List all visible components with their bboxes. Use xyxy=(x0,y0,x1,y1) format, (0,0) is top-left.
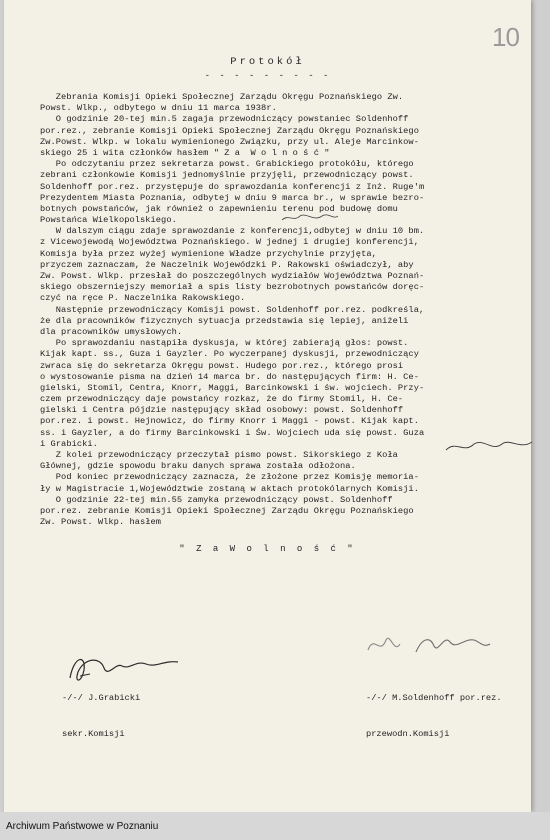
body-line: dla pracowników umysłowych. xyxy=(40,326,183,337)
signature-block-chairman xyxy=(366,668,502,764)
body-line: o wystosowanie pisma na dzień 14 marca br. do następujących firm: H. Ce- xyxy=(40,371,419,382)
body-line: gielski, Stomil, Centra, Knorr, Maggi, Barcinkowski i św. wojciech. Przy- xyxy=(40,382,425,393)
body-line: Soldenhoff por.rez. przystępuje do sprawozdania konferencji z Inż. Ruge'm xyxy=(40,181,425,192)
body-line: Prezydentem Miasta Poznania, odbytej w dniu 9 marca br., w sprawie bezro- xyxy=(40,192,425,203)
body-line: Kijak kapt. ss., Guza i Gayzler. Po wyczerpanej dyskusji, przewodniczący xyxy=(40,349,419,360)
body-line: Powst. Wlkp., odbytego w dniu 11 marca 1938r. xyxy=(40,103,277,114)
handwritten-note-margin xyxy=(444,436,534,456)
body-line: O godzinie 22-tej min.55 zamyka przewodniczący powst. Soldenhoff xyxy=(40,494,393,505)
body-line: zwraca się do sekretarza Okręgu powst. Hudego por.rez., którego prosi xyxy=(40,360,404,371)
body-line: O godzinie 20-tej min.5 zagaja przewodniczący powstaniec Soldenhoff xyxy=(40,114,409,125)
page-number: 10 xyxy=(492,22,519,52)
body-line: Komisja była przez wyżej wymienione Władze przychylnie przyjęta, xyxy=(40,248,377,259)
body-line: Głównej, gdzie spowodu braku danych sprawa została odłożona. xyxy=(40,461,356,472)
body-line: Z kolei przewodniczący przeczytał pismo powst. Sikorskiego z Koła xyxy=(40,450,398,460)
document-title: Protokół xyxy=(230,56,305,68)
body-line: Zebrania Komisji Opieki Społecznej Zarządu Okręgu Poznańskiego Zw. xyxy=(40,92,404,102)
body-line: czyć na ręce P. Naczelnika Rakowskiego. xyxy=(40,293,246,304)
body-line: z Vicewojewodą Województwa Poznańskiego. W jednej i drugiej konferencji, xyxy=(40,237,419,248)
body-line: zebrani członkowie Komisji jednomyślnie przyjęli, przewodniczący powst. xyxy=(40,170,414,181)
body-line: Powstańca Wielkopolskiego. xyxy=(40,215,177,226)
body-line: botnych powstańców, jak również o zapewnieniu terenu pod budowę domu xyxy=(40,203,398,214)
body-line: por.rez., zebranie Komisji Opieki Społecznej Zarządu Okręgu Poznańskiego xyxy=(40,125,419,136)
body-line: ły w Magistracie 1,Województwie zostaną w aktach protokólarnych Komisji. xyxy=(40,483,419,494)
document-body xyxy=(40,92,520,528)
signature-right-name: -/-/ M.Soldenhoff por.rez. xyxy=(366,693,502,703)
closing-motto: " Z a W o l n o ś ć " xyxy=(179,544,356,554)
body-line: Następnie przewodniczący Komisji powst. Soldenhoff por.rez. podkreśla, xyxy=(40,304,425,315)
body-line: Pod koniec przewodniczący zaznacza, że złożone przez Komisję memoria- xyxy=(40,472,419,483)
archive-name: Archiwum Państwowe w Poznaniu xyxy=(6,821,159,832)
archive-footer xyxy=(0,812,550,840)
body-line: skiego obszerniejszy memoriał a spis listy bezrobotnych powstańców doręc- xyxy=(40,282,425,293)
body-line: że dla pracowników fizycznych sytuacja przedstawia się lepiej, aniżeli xyxy=(40,315,409,326)
body-line: Po sprawozdaniu nastąpiła dyskusja, w której zabierają głos: powst. xyxy=(40,338,409,349)
body-line: Zw.Powst. Wlkp. w lokalu wymienionego Związku, przy ul. Aleje Marcinkow- xyxy=(40,136,419,147)
body-line: skiego 25 i wita członków hasłem " Z a W o l n o ś ć " xyxy=(40,147,330,158)
body-line: Zw. Powst. Wlkp. hasłem xyxy=(40,517,162,528)
body-line: ss. i Gayzler, a do firmy Barcinkowski i Św. Wojciech uda się powst. Guza xyxy=(40,427,425,438)
body-line: przyczem zaznaczam, że Naczelnik Wojewódzki P. Rakowski oświadczył, aby xyxy=(40,259,414,270)
title-underline: - - - - - - - - - xyxy=(204,71,331,81)
signature-left-role: sekr.Komisji xyxy=(62,729,125,739)
body-line: czem przewodniczący daje powstańcy rozkaz, że do firmy Stomil, H. Ce- xyxy=(40,394,404,405)
body-line: gielski i Centra pójdzie następujący skład osobowy: powst. Soldenhoff xyxy=(40,405,404,416)
body-line: por.rez. i powst. Hejnowicz, do firmy Knorr i Maggi - powst. Kijak kapt. xyxy=(40,416,419,427)
body-line: por.rez. zebranie Komisji Opieki Społecznej Zarządu Okręgu Poznańskiego xyxy=(40,505,414,516)
handwritten-note-inline xyxy=(280,212,340,224)
signature-left-name: -/-/ J.Grabicki xyxy=(62,693,141,703)
document-page xyxy=(4,0,531,812)
body-line: Po odczytaniu przez sekretarza powst. Grabickiego protokółu, którego xyxy=(40,159,414,170)
signature-right-role: przewodn.Komisji xyxy=(366,729,450,739)
body-line: W dalszym ciągu zdaje sprawozdanie z konferencji,odbytej w dniu 10 bm. xyxy=(40,226,425,237)
handwritten-signature-right xyxy=(364,628,494,662)
body-line: Zw. Powst. Wlkp. przesłał do poszczególnych wydziałów Województwa Poznań- xyxy=(40,271,425,281)
signature-block-secretary xyxy=(62,668,140,764)
body-line: i Grabicki. xyxy=(40,438,98,449)
